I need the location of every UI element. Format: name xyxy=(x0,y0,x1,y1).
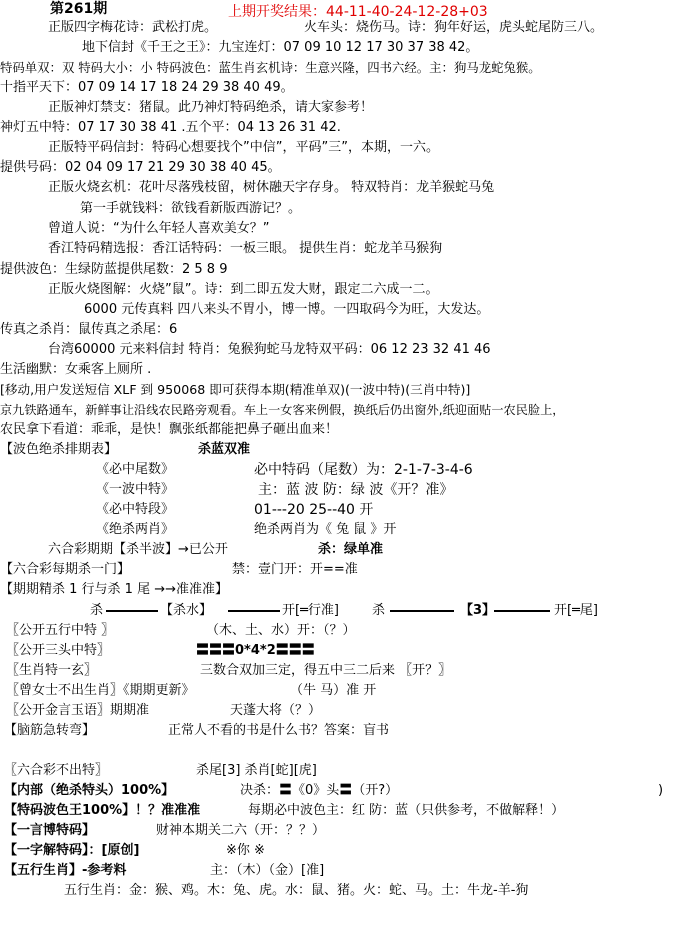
text-line: 火车头：烧伤马。诗：狗年好运，虎头蛇尾防三八。 xyxy=(304,20,604,35)
text-line: 京九铁路通车，新鲜事让沿线农民路旁观看。车上一女客来例假，换纸后仍出窗外,纸迎面贴一农民脸上， xyxy=(0,403,565,417)
table-title-right: 杀蓝双准 xyxy=(198,442,251,457)
brain-teaser-value: 正常人不看的书是什么书？答案：盲书 xyxy=(168,723,390,738)
zodiac-mystery-title: 〖生肖特一玄〗 xyxy=(6,663,98,678)
wave-king-value: 每期必中波色主：红 防：蓝（只供参考，不做解释！） xyxy=(248,803,565,818)
text-line: 传真之杀肖：鼠传真之杀尾：6 xyxy=(0,322,178,337)
issue-number: 第261期 xyxy=(50,1,108,17)
internal-kill-value: 决杀：〓《0》头〓（开?） xyxy=(240,783,399,798)
text-line: 特码单双：双 特码大小：小 特码波色：蓝生肖玄机诗：生意兴隆，四书六经。主：狗马龙蛇兔猴。 xyxy=(0,60,541,75)
text-line: 地下信封《千王之王》：九宝连灯：07 09 10 12 17 30 37 38 42。 xyxy=(82,40,479,55)
no-special-value: 杀尾[3] 杀肖[蛇][虎] xyxy=(196,763,317,778)
text-line: 农民拿下看道：乖乖，是快！飘张纸都能把鼻子砸出血来！ xyxy=(0,422,339,437)
text-line: 生活幽默：女乘客上厕所 . xyxy=(0,362,152,377)
text-line: 提供号码：02 04 09 17 21 29 30 38 40 45。 xyxy=(0,160,281,175)
five-zodiac-title: 【五行生肖】-参考料 xyxy=(4,863,127,878)
text-line: 正版神灯禁支：猪鼠。此乃神灯特码绝杀，请大家参考！ xyxy=(48,100,374,115)
mrs-zeng-value: （牛 马）准 开 xyxy=(290,683,377,698)
five-elements-title: 〖公开五行中特 〗 xyxy=(6,623,115,638)
golden-words-value: 天蓬大将（？） xyxy=(230,703,322,718)
kill-gate-title: 【六合彩每期杀一门】 xyxy=(0,562,131,577)
kill-tail-open: 开[═尾] xyxy=(554,603,598,618)
table-row-value: 01---20 25--40 开 xyxy=(254,502,374,518)
one-word-value: 财神本期关二六（开：？？） xyxy=(156,823,326,838)
table-row-label: 《绝杀两肖》 xyxy=(96,522,175,537)
last-result: 上期开奖结果：44-11-40-24-12-28+03 xyxy=(228,4,488,20)
kill-tail: 【3】 xyxy=(460,603,496,618)
internal-kill-end: ) xyxy=(658,783,664,798)
no-special-title: 〖六合彩不出特〗 xyxy=(4,763,109,778)
text-line: 提供波色：生绿防蓝提供尾数：2 5 8 9 xyxy=(0,262,228,277)
text-line: 正版四字梅花诗：武松打虎。 xyxy=(48,20,218,35)
text-line: 十指平天下：07 09 14 17 18 24 29 38 40 49。 xyxy=(0,80,294,95)
table-footer-right: 杀：绿单准 xyxy=(318,542,384,557)
table-row-label: 《必中尾数》 xyxy=(96,462,175,477)
table-title: 【波色绝杀排期表】 xyxy=(0,442,118,457)
three-heads-title: 〖公开三头中特〗 xyxy=(6,643,111,658)
zodiac-mystery-value: 三数合双加三定，得五中三二后来 〖开？〗 xyxy=(200,663,452,678)
text-line: 正版火烧玄机：花叶尽落残枝留，树休融天字存身。 特双特肖：龙羊猴蛇马兔 xyxy=(48,180,495,195)
text-line: 台湾60000 元来料信封 特肖：兔猴狗蛇马龙特双平码：06 12 23 32 41 46 xyxy=(48,342,491,357)
one-char-value: ※你 ※ xyxy=(226,843,265,858)
brain-teaser-title: 【脑筋急转弯】 xyxy=(4,723,96,738)
kill-label: 杀 xyxy=(372,603,386,618)
text-line: 6000 元传真料 四八来头不胃小，博一博。一四取码今为旺，大发达。 xyxy=(84,302,490,317)
table-row-label: 《一波中特》 xyxy=(96,482,175,497)
table-row-label: 《必中特段》 xyxy=(96,502,175,517)
five-zodiac-list: 五行生肖：金：猴、鸡。木：兔、虎。水：鼠、猪。火：蛇、马。土：牛龙-羊-狗 xyxy=(64,883,529,898)
text-line: 香江特码精选报：香江话特码：一板三眼。 提供生肖：蛇龙羊马猴狗 xyxy=(48,241,443,256)
divider xyxy=(228,610,280,612)
kill-element: 【杀水】 xyxy=(160,603,213,618)
text-line: 正版特平码信封：特码心想要找个”中信”，平码”三”，本期，一六。 xyxy=(48,140,439,155)
divider xyxy=(390,610,454,612)
five-zodiac-value: 主：（木）（金）[准] xyxy=(210,863,325,878)
text-line: 曾道人说：“为什么年轻人喜欢美女？” xyxy=(48,221,270,236)
table-footer: 六合彩期期【杀半波】→已公开 xyxy=(48,542,228,557)
text-line: 正版火烧图解：火烧”鼠”。诗：到二即五发大财，跟定二六成一二。 xyxy=(48,282,439,297)
text-line: [移动,用户发送短信 XLF 到 950068 即可获得本期(精准单双)(一波中特)(三肖中特)] xyxy=(0,382,471,397)
three-heads-value: 〓〓〓0*4*2〓〓〓 xyxy=(196,643,315,658)
wave-king-title: 【特码波色王100%】！？准准准 xyxy=(4,803,201,818)
table-row-value: 必中特码（尾数）为：2-1-7-3-4-6 xyxy=(254,462,473,478)
kill-tail-title: 【期期精杀 1 行与杀 1 尾 →→准准准】 xyxy=(0,582,228,597)
kill-element-open: 开[═行准] xyxy=(282,603,339,618)
one-char-title: 【一字解特码】：[原创] xyxy=(4,843,140,858)
kill-gate-value: 禁：壹门开：开==准 xyxy=(232,562,358,577)
mrs-zeng-title: 〖曾女士不出生肖〗《期期更新》 xyxy=(6,683,195,698)
divider xyxy=(494,610,550,612)
text-line: 第一手就钱料：欲钱看新版西游记？。 xyxy=(80,201,302,216)
five-elements-value: （木、土、水）开：（？） xyxy=(206,623,356,638)
kill-label: 杀 xyxy=(90,603,104,618)
table-row-value: 绝杀两肖为《 兔 鼠 》开 xyxy=(254,522,397,537)
text-line: 神灯五中特：07 17 30 38 41 .五个平：04 13 26 31 42. xyxy=(0,120,341,135)
one-word-title: 【一言博特码】 xyxy=(4,823,96,838)
divider xyxy=(106,610,158,612)
internal-kill-title: 【内部（绝杀特头）100%】 xyxy=(4,783,175,798)
table-row-value: 主：蓝 波 防：绿 波《开？准》 xyxy=(258,482,454,498)
golden-words-title: 〖公开金言玉语〗期期准 xyxy=(6,703,150,718)
